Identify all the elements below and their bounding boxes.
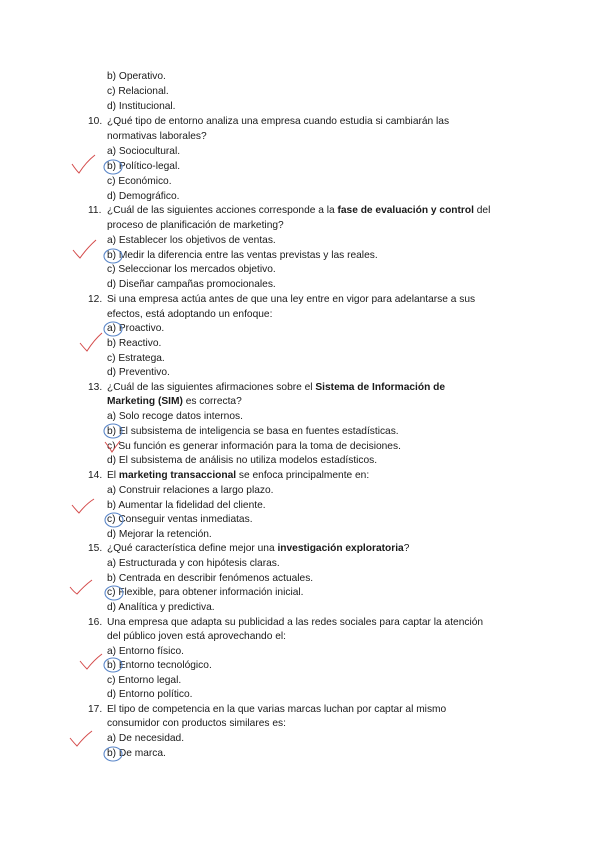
question-number: 10. xyxy=(88,116,103,127)
bold-term: Sistema de Información de xyxy=(315,382,446,393)
check-mark-icon xyxy=(80,654,102,669)
check-mark-icon xyxy=(72,499,94,513)
option-text: b) De marca. xyxy=(107,748,166,759)
option-text: a) Proactivo. xyxy=(107,323,165,334)
option-text: b) Político-legal. xyxy=(107,161,181,172)
option-text: d) Demográfico. xyxy=(107,191,180,202)
option-text: d) El subsistema de análisis no utiliza modelos estadísticos. xyxy=(107,455,378,466)
option-text: a) De necesidad. xyxy=(107,733,185,744)
option-text: b) Reactivo. xyxy=(107,338,162,349)
option-text: b) Centrada en describir fenómenos actuales. xyxy=(107,573,314,584)
question-text: El marketing transaccional se enfoca principalmente en: xyxy=(107,470,370,481)
option-text: a) Construir relaciones a largo plazo. xyxy=(107,485,274,496)
question-text: Marketing (SIM) es correcta? xyxy=(107,396,242,407)
question-text: del público joven está aprovechando el: xyxy=(107,631,286,642)
option-text: d) Mejorar la retención. xyxy=(107,529,212,540)
bold-term: marketing transaccional xyxy=(118,470,237,481)
option-text: b) El subsistema de inteligencia se basa en fuentes estadísticas. xyxy=(107,426,399,437)
option-text: a) Entorno físico. xyxy=(107,646,185,657)
option-text: c) Flexible, para obtener información inicial. xyxy=(107,587,304,598)
question-text: Una empresa que adapta su publicidad a las redes sociales para captar la atención xyxy=(107,617,484,628)
option-text: c) Seleccionar los mercados objetivo. xyxy=(107,264,276,275)
question-text: normativas laborales? xyxy=(107,131,207,142)
option-text: b) Entorno tecnológico. xyxy=(107,660,212,671)
option-text: d) Entorno político. xyxy=(107,689,193,700)
question-number: 14. xyxy=(88,470,103,481)
option-text: b) Aumentar la fidelidad del cliente. xyxy=(107,500,266,511)
check-mark-icon xyxy=(70,731,92,746)
check-mark-icon xyxy=(80,333,102,351)
option-text: c) Relacional. xyxy=(107,86,169,97)
option-text: c) Económico. xyxy=(107,176,172,187)
question-number: 12. xyxy=(88,294,103,305)
question-text: proceso de planificación de marketing? xyxy=(107,220,284,231)
check-mark-icon xyxy=(70,580,92,594)
check-mark-icon xyxy=(73,240,96,258)
question-number: 16. xyxy=(88,617,103,628)
option-text: c) Conseguir ventas inmediatas. xyxy=(107,514,253,525)
check-mark-icon xyxy=(72,155,95,173)
option-text: d) Diseñar campañas promocionales. xyxy=(107,279,276,290)
option-text: d) Analítica y predictiva. xyxy=(107,602,215,613)
question-text: ¿Cuál de las siguientes acciones corresponde a la fase de evaluación y control del xyxy=(107,205,491,216)
option-text: a) Estructurada y con hipótesis claras. xyxy=(107,558,280,569)
option-text: d) Institucional. xyxy=(107,101,176,112)
bold-term: fase de evaluación y control xyxy=(337,205,474,216)
bold-term: Marketing (SIM) xyxy=(107,396,183,407)
bold-term: investigación exploratoria xyxy=(277,543,404,554)
option-text: d) Preventivo. xyxy=(107,367,170,378)
option-text: b) Medir la diferencia entre las ventas previstas y las reales. xyxy=(107,250,378,261)
option-text: a) Establecer los objetivos de ventas. xyxy=(107,235,276,246)
option-text: c) Estratega. xyxy=(107,353,165,364)
question-text: ¿Cuál de las siguientes afirmaciones sobre el Sistema de Información de xyxy=(107,382,446,393)
question-text: Si una empresa actúa antes de que una ley entre en vigor para adelantarse a sus xyxy=(107,294,476,305)
question-text: ¿Qué tipo de entorno analiza una empresa cuando estudia si cambiarán las xyxy=(107,116,450,127)
option-text: c) Entorno legal. xyxy=(107,675,182,686)
option-text: a) Solo recoge datos internos. xyxy=(107,411,243,422)
question-text: consumidor con productos similares es: xyxy=(107,718,286,729)
option-text: a) Sociocultural. xyxy=(107,146,181,157)
question-number: 17. xyxy=(88,704,103,715)
question-text: El tipo de competencia en la que varias marcas luchan por captar al mismo xyxy=(107,704,447,715)
option-text: b) Operativo. xyxy=(107,71,166,82)
question-text: ¿Qué característica define mejor una investigación exploratoria? xyxy=(107,543,410,554)
question-text: efectos, está adoptando un enfoque: xyxy=(107,309,273,320)
question-number: 15. xyxy=(88,543,103,554)
question-number: 13. xyxy=(88,382,103,393)
question-number: 11. xyxy=(88,205,102,216)
option-text: c) Su función es generar información para la toma de decisiones. xyxy=(107,441,401,452)
